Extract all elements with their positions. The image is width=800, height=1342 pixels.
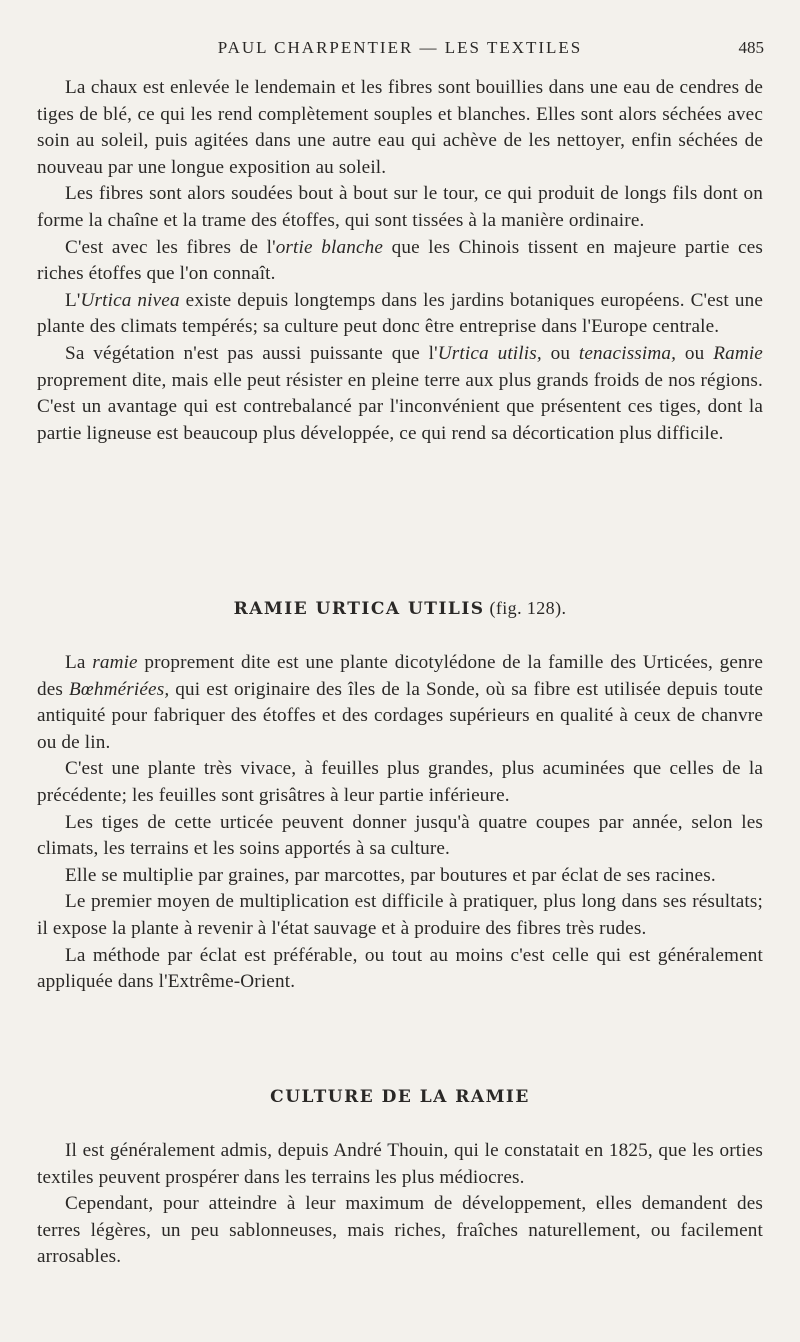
paragraph: C'est avec les fibres de l'ortie blanche que les Chinois tissent en majeure partie ces riches étoffes que l'on connaît. (37, 236, 763, 285)
paragraph: L'Urtica nivea existe depuis longtemps dans les jardins botaniques européens. C'est une plante des climats tempérés; sa culture peut donc être entreprise dans l'Europe centrale. (37, 289, 763, 338)
running-header (36, 38, 764, 62)
paragraph: La ramie proprement dite est une plante dicotylédone de la famille des Urticées, genre des Bœhmériées, qui est originaire des îles de la Sonde, où sa fibre est utilisée depuis toute antiquité pour fabriquer des étoffes et des cordages supérieurs en qualité à ceux de chanvre ou de lin. (37, 652, 763, 753)
paragraph: Les tiges de cette urticée peuvent donner jusqu'à quatre coupes par année, selon les climats, les terrains et les soins apportés à sa culture. (37, 811, 763, 860)
paragraph: Les fibres sont alors soudées bout à bout sur le tour, ce qui produit de longs fils dont on forme la chaîne et la trame des étoffes, qui sont tissées à la manière ordinaire. (37, 183, 763, 231)
paragraph: C'est une plante très vivace, à feuilles plus grandes, plus acuminées que celles de la précédente; les feuilles sont grisâtres à leur partie inférieure. (37, 758, 763, 806)
paragraph: Sa végétation n'est pas aussi puissante que l'Urtica utilis, ou tenacissima, ou Ramie proprement dite, mais elle peut résister en pleine terre aux plus grands froids de nos régions. C'est un avantage qui est contrebalancé par l'inconvénient que présentent ces tiges, dont la partie ligneuse est beaucoup plus développée, ce qui rend sa décortication plus difficile. (37, 342, 763, 444)
page-number: 485 (738, 38, 764, 57)
italic-term: Ramie (713, 342, 763, 364)
section-heading-culture-de-la-ramie: CULTURE DE LA RAMIE (270, 1087, 530, 1107)
paragraph: Elle se multiplie par graines, par marcottes, par boutures et par éclat de ses racines. (65, 864, 716, 886)
italic-term: Urtica nivea (80, 289, 180, 311)
paragraph: La chaux est enlevée le lendemain et les fibres sont bouillies dans une eau de cendres de tiges de blé, ce qui les rend complètement souples et blanches. Elles sont alors séchées avec soin au soleil, puis agitées dans une autre eau qui achève de les nettoyer, enfin séchées de nouveau par une longue exposition au soleil. (37, 77, 763, 178)
paragraph: Cependant, pour atteindre à leur maximum de développement, elles demandent des terres légères, un peu sablonneuses, mais riches, fraîches naturellement, ou facilement arrosables. (37, 1193, 763, 1268)
paragraph: La méthode par éclat est préférable, ou tout au moins c'est celle qui est généralement appliquée dans l'Extrême-Orient. (37, 944, 763, 993)
section2-block (37, 1138, 763, 1271)
italic-term: Urtica utilis, (437, 342, 542, 364)
section1-block (37, 650, 763, 996)
paragraph: Le premier moyen de multiplication est difficile à pratiquer, plus long dans ses résultats; il expose la plante à revenir à l'état sauvage et à produire des fibres très rudes. (37, 891, 763, 939)
paragraph: Il est généralement admis, depuis André Thouin, qui le constatait en 1825, que les orties textiles peuvent prospérer dans les terrains les plus médiocres. (37, 1140, 763, 1188)
italic-term: Bœhmériées, (69, 678, 170, 700)
italic-term: tenacissima, (578, 342, 677, 364)
italic-term: ramie (92, 652, 138, 673)
italic-term: ortie blanche (275, 236, 384, 258)
running-title: PAUL CHARPENTIER — LES TEXTILES (217, 38, 583, 57)
intro-block (37, 75, 763, 447)
section-heading-ramie-urtica-utilis: RAMIE URTICA UTILIS (fig. 128). (233, 598, 567, 619)
